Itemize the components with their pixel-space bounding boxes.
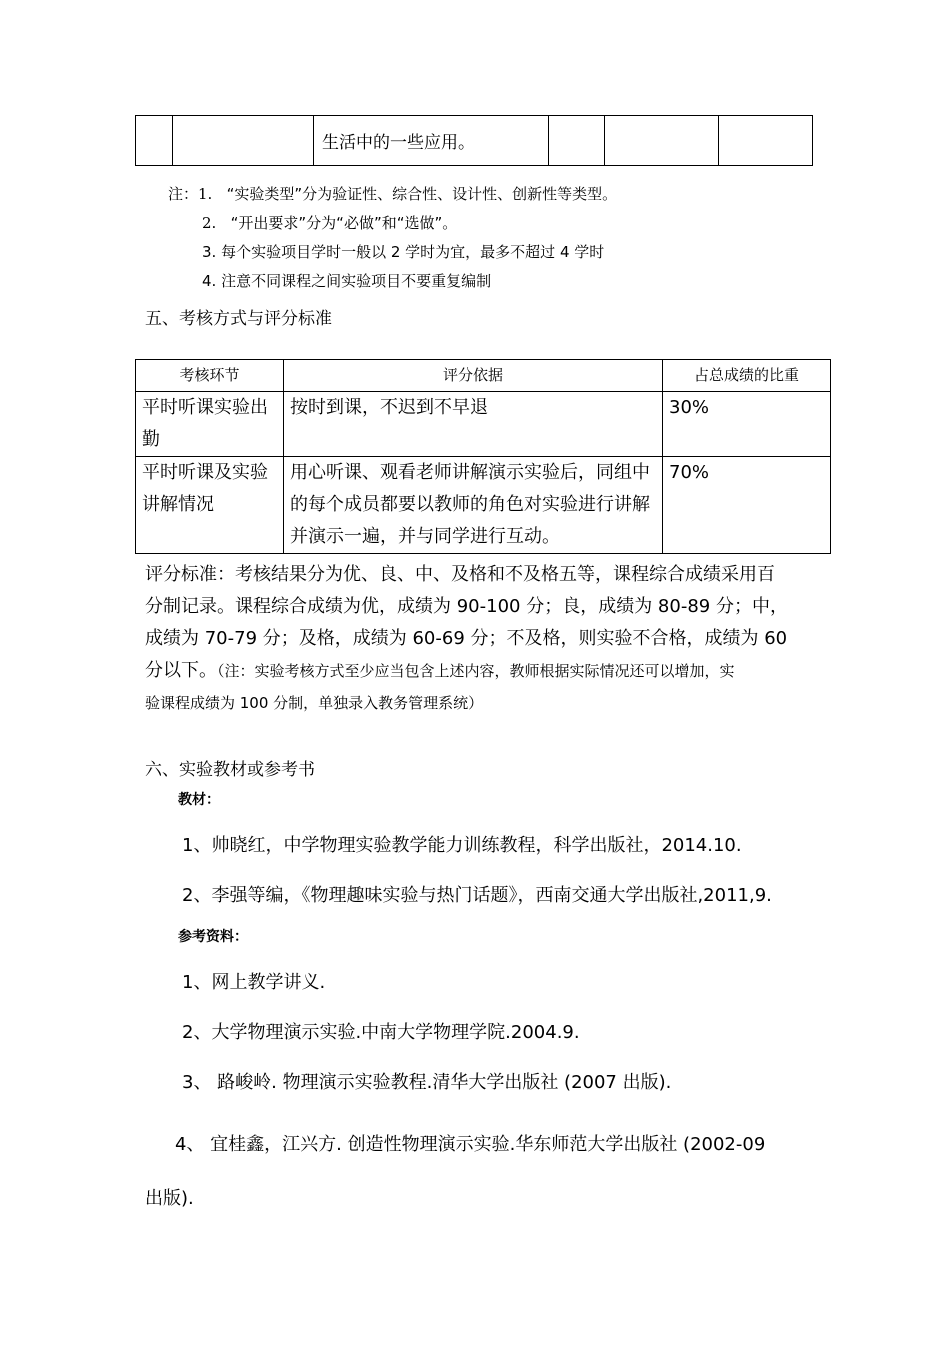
textbook-item: 1、帅晓红，中学物理实验教学能力训练教程，科学出版社，2014.10. — [182, 835, 742, 856]
note-text: 注意不同课程之间实验项目不要重复编制 — [221, 272, 492, 290]
assessment-table — [135, 359, 831, 554]
reference-item: 4、 宜桂鑫，江兴方. 创造性物理演示实验.华东师范大学出版社 (2002-09 — [175, 1134, 766, 1155]
reference-item: 3、 路峻岭. 物理演示实验教程.清华大学出版社 (2007 出版). — [182, 1072, 672, 1093]
note-item-1 — [168, 184, 617, 204]
note-prefix: 注： — [168, 185, 199, 203]
note-item-2 — [202, 213, 457, 233]
table-cell — [719, 116, 813, 166]
note-number: 2. — [202, 214, 217, 232]
column-header: 考核环节 — [136, 360, 284, 392]
table-cell — [549, 116, 605, 166]
scoring-basis-cell: 用心听课、观看老师讲解演示实验后，同组中的每个成员都要以教师的角色对实验进行讲解并演示一遍，并与同学进行互动。 — [284, 457, 663, 554]
table-cell — [173, 116, 314, 166]
experiment-table-continuation — [135, 115, 813, 166]
column-header: 占总成绩的比重 — [663, 360, 831, 392]
assessment-link-cell: 平时听课实验出勤 — [136, 392, 284, 457]
criteria-line-last — [145, 655, 735, 687]
note-item-3 — [202, 242, 604, 262]
reference-label: 参考资料： — [178, 929, 248, 945]
note-item-4 — [202, 271, 491, 291]
table-cell: 生活中的一些应用。 — [314, 116, 549, 166]
weight-cell: 30% — [663, 392, 831, 457]
column-header: 评分依据 — [284, 360, 663, 392]
table-row — [136, 116, 813, 166]
note-text: 每个实验项目学时一般以 2 学时为宜，最多不超过 4 学时 — [221, 243, 605, 261]
criteria-line: 评分标准：考核结果分为优、良、中、及格和不及格五等，课程综合成绩采用百 — [145, 564, 775, 585]
scoring-basis-cell: 按时到课，不迟到不早退 — [284, 392, 663, 457]
section-heading-textbooks: 六、实验教材或参考书 — [145, 760, 315, 780]
reference-item: 1、网上教学讲义. — [182, 972, 326, 993]
note-text: “开出要求”分为“必做”和“选做”。 — [230, 214, 458, 232]
textbook-item: 2、李强等编，《物理趣味实验与热门话题》，西南交通大学出版社,2011,9. — [182, 885, 772, 906]
table-cell — [136, 116, 173, 166]
table-cell — [605, 116, 719, 166]
criteria-line: 分制记录。课程综合成绩为优，成绩为 90-100 分；良，成绩为 80-89 分；中， — [145, 596, 788, 617]
note-text: “实验类型”分为验证性、综合性、设计性、创新性等类型。 — [226, 185, 618, 203]
note-number: 3. — [202, 243, 217, 261]
note-number: 4. — [202, 272, 217, 290]
criteria-line: 成绩为 70-79 分；及格，成绩为 60-69 分；不及格，则实验不合格，成绩为 60 — [145, 628, 788, 649]
criteria-text: 分以下。 — [145, 660, 217, 681]
reference-item-continuation: 出版). — [145, 1188, 194, 1209]
criteria-note: （注：实验考核方式至少应当包含上述内容，教师根据实际情况还可以增加，实 — [217, 662, 735, 680]
table-header-row — [136, 360, 831, 392]
table-row — [136, 457, 831, 554]
section-heading-assessment: 五、考核方式与评分标准 — [145, 309, 332, 329]
criteria-note-line: 验课程成绩为 100 分制，单独录入教务管理系统） — [145, 694, 484, 712]
textbook-label: 教材： — [178, 792, 220, 808]
weight-cell: 70% — [663, 457, 831, 554]
note-number: 1. — [198, 185, 213, 203]
assessment-link-cell: 平时听课及实验讲解情况 — [136, 457, 284, 554]
table-row — [136, 392, 831, 457]
reference-item: 2、大学物理演示实验.中南大学物理学院.2004.9. — [182, 1022, 580, 1043]
